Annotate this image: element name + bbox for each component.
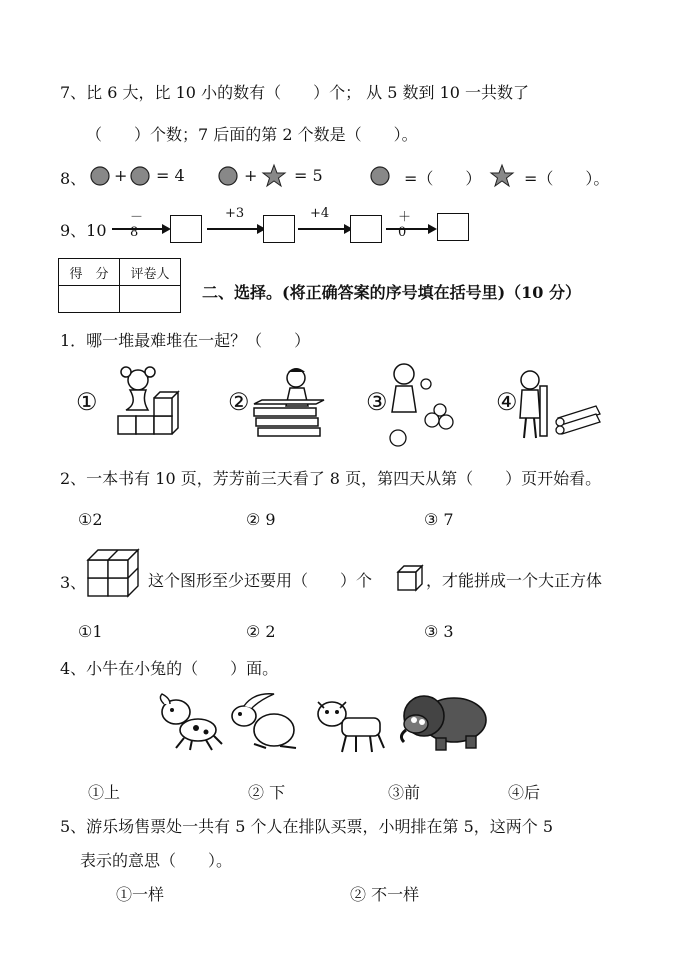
c5-option-1[interactable]: ①一样 [116,885,165,904]
c4-question: 4、小牛在小兔的（ ）面。 [60,659,279,678]
q9-op-3: +4 [310,206,330,221]
c5-line1: 5、游乐场售票处一共有 5 个人在排队买票，小明排在第 5，这两个 5 [60,817,554,836]
c1-option-3[interactable]: ③ [366,388,388,416]
q8-plus-1: + [114,166,128,185]
gray-star-icon [262,164,286,188]
child-with-balls-icon [386,358,456,450]
c1-option-4[interactable]: ④ [496,388,518,416]
q9-answer-box-1[interactable] [170,215,202,243]
boy-with-logs-icon [514,366,604,442]
q9-answer-box-3[interactable] [350,215,382,243]
c3-text-b: ，才能拼成一个大正方体 [426,571,603,590]
score-cell[interactable] [59,286,120,313]
boy-with-bricks-icon [250,364,328,440]
q9-op-1: －8 [130,210,144,240]
gray-star-icon [490,164,514,188]
q9-answer-box-2[interactable] [263,215,295,243]
gray-circle-icon [370,166,390,186]
small-cube-icon [396,564,424,592]
gray-circle-icon [90,166,110,186]
c3-label: 3、 [60,573,87,592]
section-2-title: 二、选择。(将正确答案的序号填在括号里)（10 分） [202,283,581,302]
q9-label: 9、10 [60,221,107,240]
q9-answer-box-4[interactable] [437,213,469,241]
gray-circle-icon [218,166,238,186]
q7-line2: （ ）个数；7 后面的第 2 个数是（ ）。 [86,125,418,144]
c1-option-1[interactable]: ① [76,388,98,416]
grader-header: 评卷人 [120,259,181,286]
c5-option-2[interactable]: ② 不一样 [350,885,420,904]
c1-question: 1．哪一堆最难堆在一起？（ ） [60,331,311,350]
c3-text-a: 这个图形至少还要用（ ）个 [148,571,373,590]
q8-eq4-result: =（ ）。 [524,169,610,188]
c2-question: 2、一本书有 10 页，芳芳前三天看了 8 页，第四天从第（ ）页开始看。 [60,469,602,488]
c2-option-1[interactable]: ①2 [78,510,103,529]
c2-option-3[interactable]: ③ 7 [424,510,454,529]
elephant-icon [396,690,490,756]
c5-line2: 表示的意思（ ）。 [80,851,233,870]
gray-circle-icon [130,166,150,186]
c4-option-3[interactable]: ③前 [388,783,421,802]
c2-option-2[interactable]: ② 9 [246,510,276,529]
q8-eq3-result: =（ ） [404,169,482,188]
score-header: 得 分 [59,259,120,286]
q8-eq2-result: = 5 [294,166,323,185]
c3-option-2[interactable]: ② 2 [246,622,276,641]
stacked-cubes-figure-icon [84,544,142,600]
q8-label: 8、 [60,169,87,188]
q8-eq1-result: = 4 [156,166,185,185]
rabbit-icon [230,692,300,754]
score-table [58,258,181,313]
c4-option-1[interactable]: ①上 [88,783,121,802]
q8-plus-2: + [244,166,258,185]
dog-icon [156,694,226,754]
c3-option-3[interactable]: ③ 3 [424,622,454,641]
c4-option-4[interactable]: ④后 [508,783,541,802]
c3-option-1[interactable]: ①1 [78,622,103,641]
cow-icon [314,694,388,756]
girl-with-cubes-icon [108,364,188,438]
grader-cell[interactable] [120,286,181,313]
c4-option-2[interactable]: ② 下 [248,783,286,802]
q9-op-4: ＋0 [398,210,412,240]
q9-op-2: +3 [225,206,245,221]
c1-option-2[interactable]: ② [228,388,250,416]
q7-line1: 7、比 6 大，比 10 小的数有（ ）个； 从 5 数到 10 一共数了 [60,83,530,102]
